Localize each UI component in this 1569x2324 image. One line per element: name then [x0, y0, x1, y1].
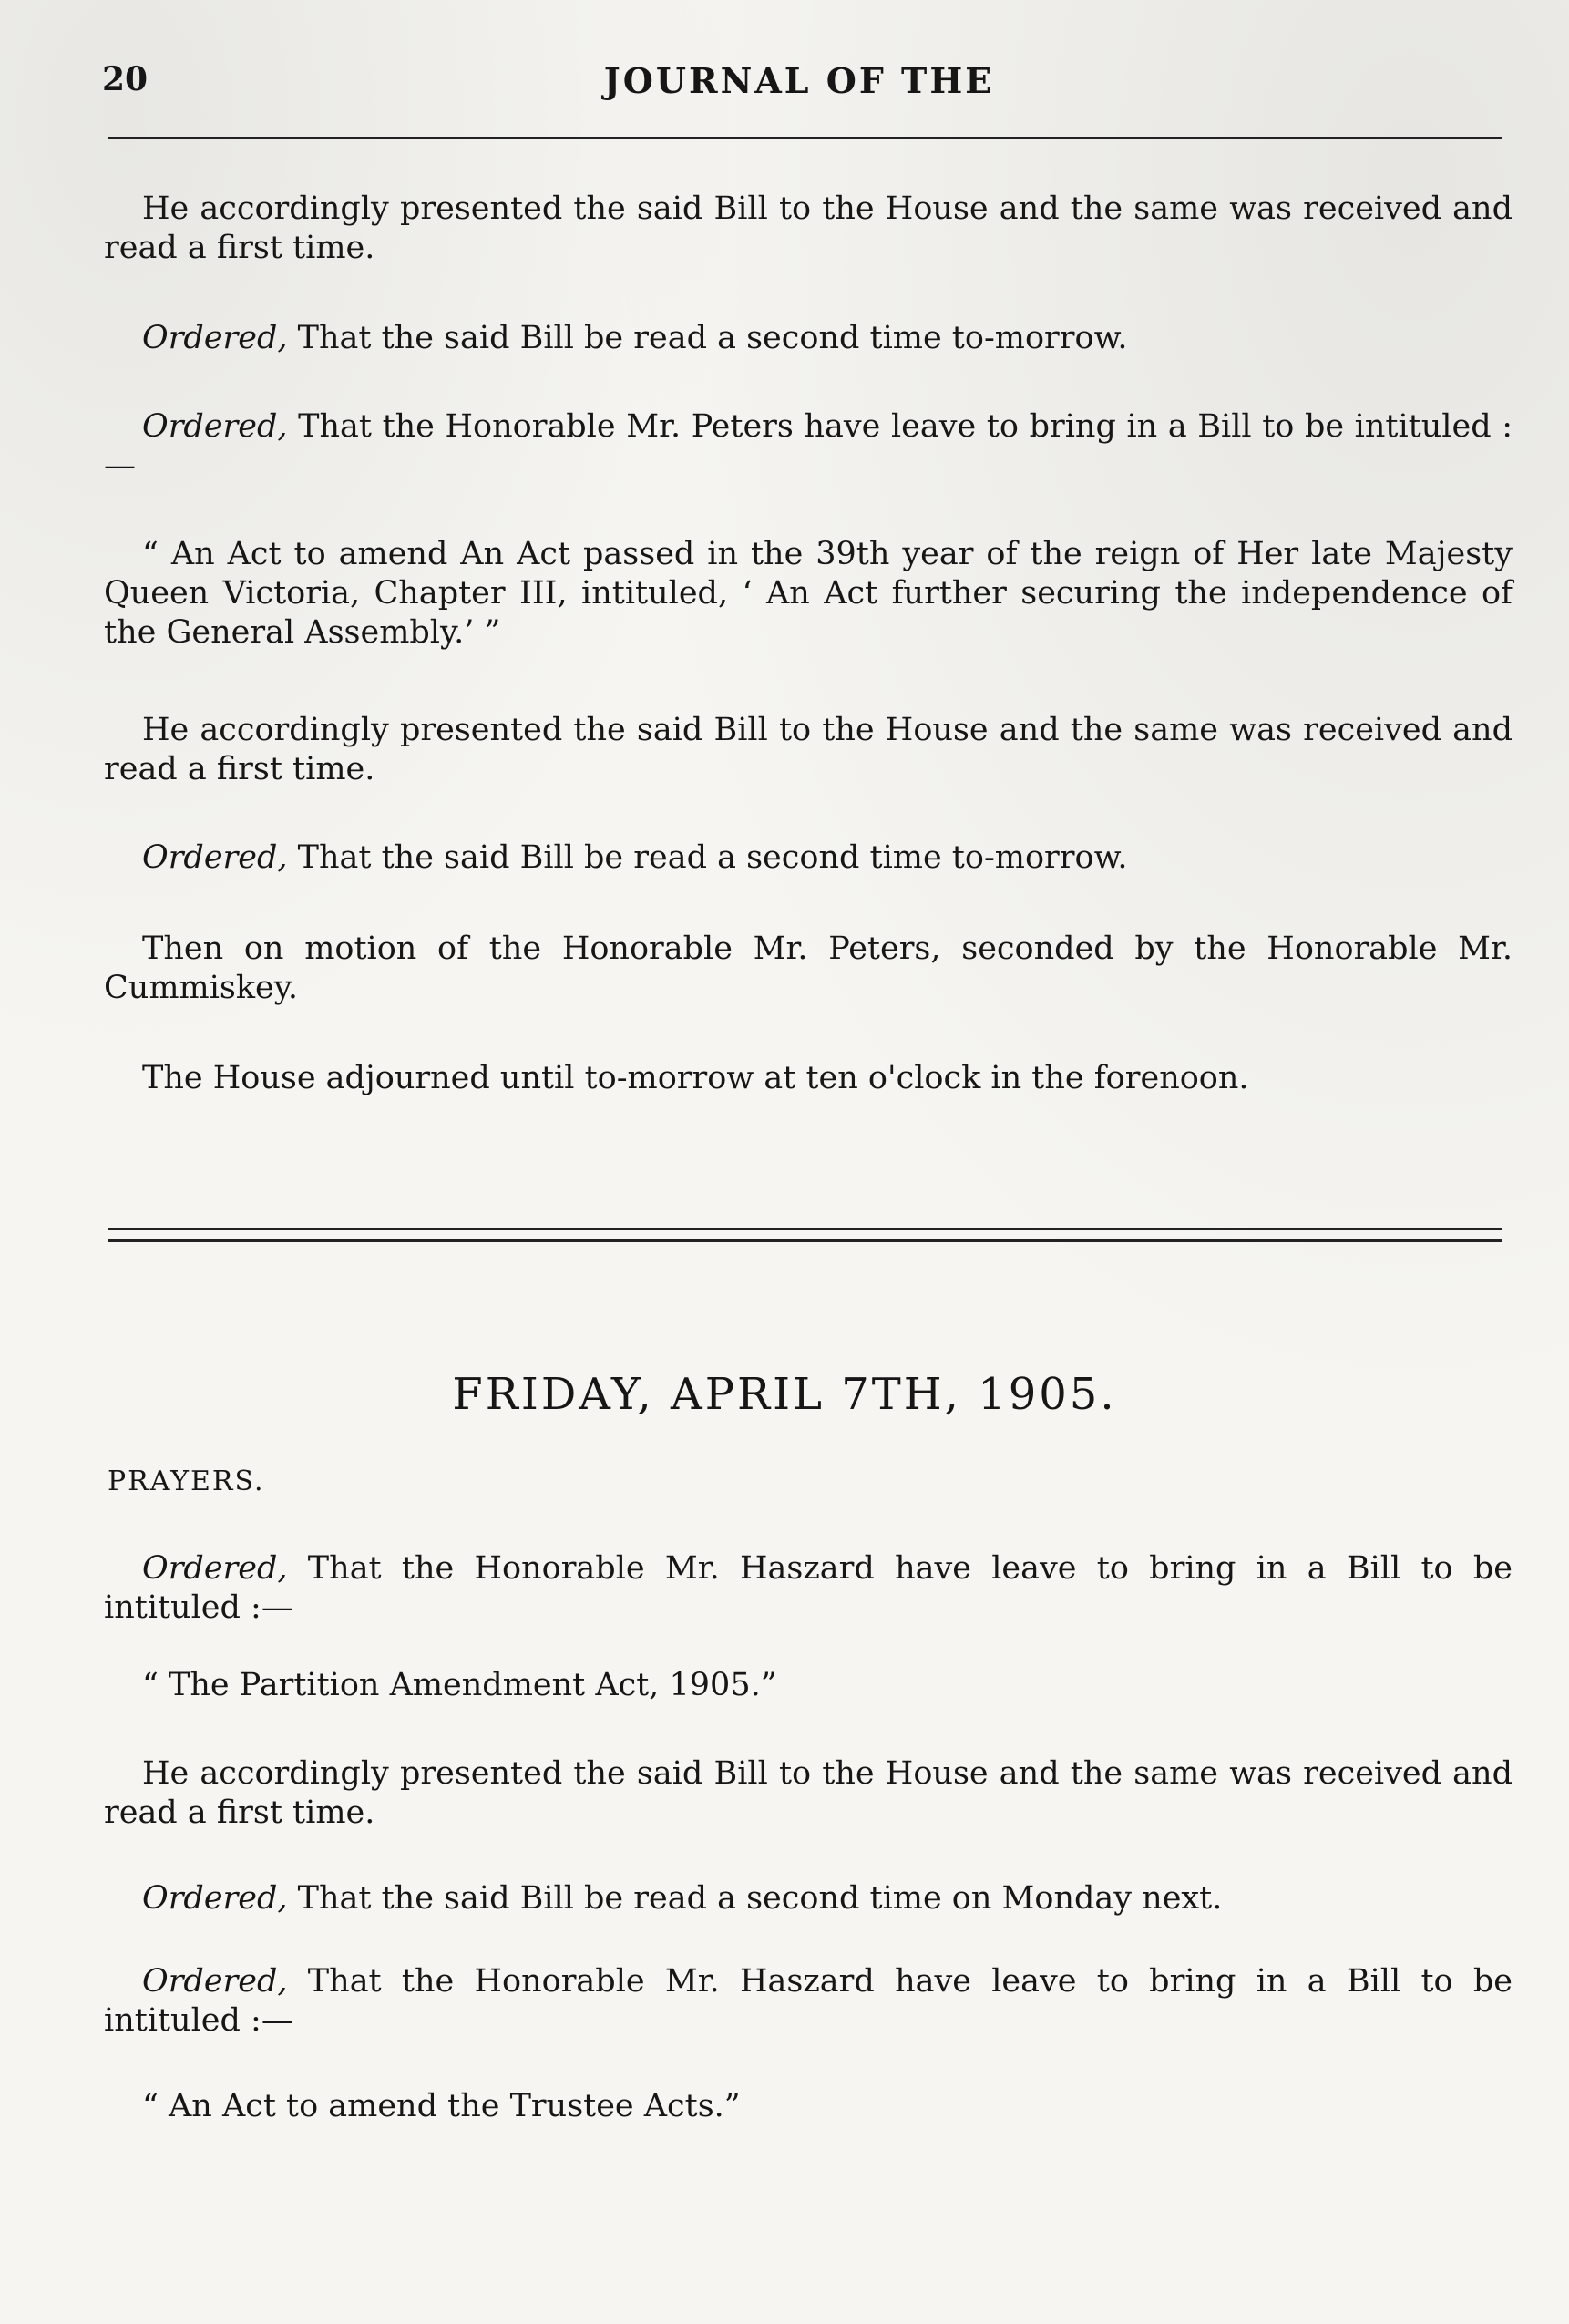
- journal-title: JOURNAL OF THE: [603, 60, 995, 101]
- paragraph-text: The House adjourned until to-morrow at ten o'clock in the forenoon.: [142, 1060, 1249, 1096]
- paragraph-text: That the said Bill be read a second time to-morrow.: [287, 320, 1128, 356]
- paragraph-text: That the said Bill be read a second time on Monday next.: [287, 1880, 1223, 1917]
- paragraph-text: Then on motion of the Honorable Mr. Peters, seconded by the Honorable Mr. Cummiskey.: [104, 931, 1513, 1006]
- paragraph-text: That the Honorable Mr. Haszard have leave to bring in a Bill to be intituled :—: [104, 1550, 1513, 1626]
- date-heading: FRIDAY, APRIL 7TH, 1905.: [452, 1369, 1117, 1420]
- page-number: 20: [102, 60, 149, 98]
- header-rule: [108, 137, 1502, 139]
- paragraph: [104, 1549, 1513, 1628]
- paragraph: [104, 190, 1513, 268]
- paragraph-text: That the said Bill be read a second time to-morrow.: [287, 839, 1128, 876]
- bill-title-quote: [104, 1666, 1513, 1705]
- prayers-label: PRAYERS.: [108, 1465, 265, 1497]
- ordered-label: Ordered,: [142, 320, 288, 356]
- paragraph: [104, 407, 1513, 486]
- ordered-label: Ordered,: [142, 1963, 288, 2000]
- paragraph-text: He accordingly presented the said Bill to the House and the same was received and read a first time.: [104, 1755, 1513, 1831]
- paragraph: [104, 930, 1513, 1008]
- ordered-label: Ordered,: [142, 1880, 288, 1917]
- ordered-label: Ordered,: [142, 839, 288, 876]
- bill-title-quote: [104, 2087, 1513, 2126]
- paragraph: [104, 1962, 1513, 2041]
- paragraph-text: “ An Act to amend the Trustee Acts.”: [142, 2088, 741, 2124]
- paragraph: [104, 838, 1513, 878]
- section-divider: [108, 1228, 1502, 1242]
- paragraph-text: “ The Partition Amendment Act, 1905.”: [142, 1667, 777, 1703]
- paragraph-text: “ An Act to amend An Act passed in the 39th year of the reign of Her late Majesty Queen Victoria, Chapter III, intituled, ‘ An Act further securing the independence of the General Assembly.’ ”: [104, 536, 1513, 651]
- paragraph-text: He accordingly presented the said Bill to the House and the same was received and read a first time.: [104, 190, 1513, 266]
- ordered-label: Ordered,: [142, 1550, 288, 1587]
- paragraph-text: He accordingly presented the said Bill to the House and the same was received and read a first time.: [104, 712, 1513, 787]
- paragraph: [104, 319, 1513, 358]
- paragraph: [104, 1754, 1513, 1833]
- ordered-label: Ordered,: [142, 408, 288, 445]
- paragraph: [104, 1879, 1513, 1918]
- bill-title-quote: [104, 535, 1513, 653]
- paragraph-text: That the Honorable Mr. Haszard have leave to bring in a Bill to be intituled :—: [104, 1963, 1513, 2039]
- page-header: [102, 60, 1496, 115]
- paragraph-text: That the Honorable Mr. Peters have leave to bring in a Bill to be intituled :—: [104, 408, 1513, 484]
- paragraph: [104, 711, 1513, 789]
- paragraph: [104, 1059, 1513, 1098]
